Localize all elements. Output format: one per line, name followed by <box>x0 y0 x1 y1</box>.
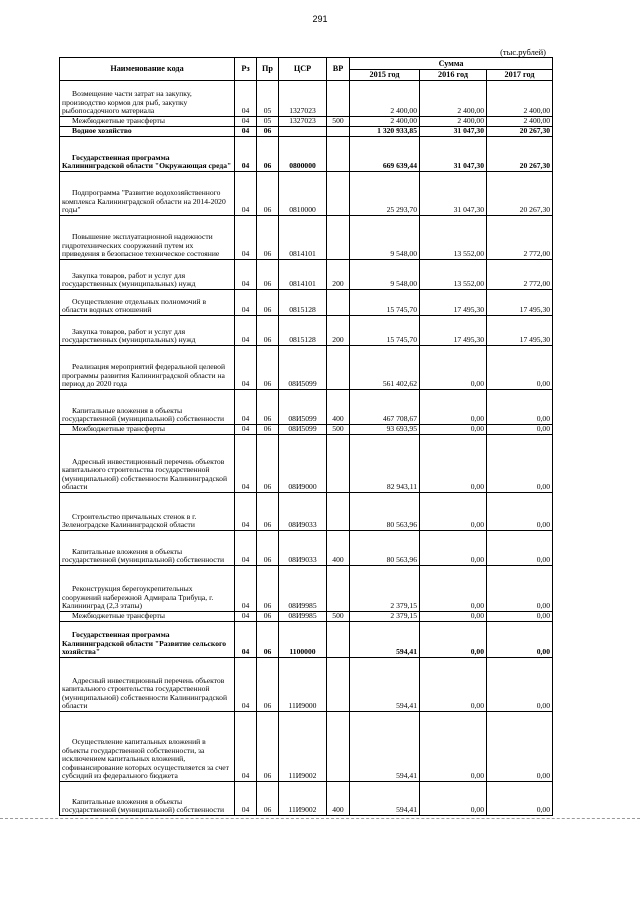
row-vr <box>327 137 350 172</box>
table-row <box>60 390 553 425</box>
row-2017-value: 0,00 <box>487 658 553 712</box>
row-name: Строительство причальных стенок в г. Зеленоградске Калининградской области <box>60 493 235 531</box>
row-2016-value: 13 552,00 <box>420 216 487 260</box>
row-2017-value: 20 267,30 <box>487 127 553 137</box>
table-row <box>60 316 553 346</box>
row-vr: 400 <box>327 531 350 566</box>
row-name: Осуществление капитальных вложений в объекты государственной собственности, за исключением капитальных вложений, софинансирование которых осуществляется за счет субсидий из федерального бюджета <box>60 712 235 782</box>
row-2015-value: 594,41 <box>350 782 420 816</box>
row-2015-value: 80 563,96 <box>350 493 420 531</box>
row-2016-value: 0,00 <box>420 612 487 622</box>
budget-table <box>59 57 553 816</box>
table-row <box>60 493 553 531</box>
row-csr <box>279 127 327 137</box>
table-row <box>60 117 553 127</box>
row-name: Государственная программа Калининградской области "Окружающая среда" <box>60 137 235 172</box>
row-pr: 06 <box>257 316 279 346</box>
header-2017: 2017 год <box>487 70 553 81</box>
row-2017-value: 0,00 <box>487 531 553 566</box>
header-sum: Сумма <box>350 58 553 70</box>
row-2016-value: 13 552,00 <box>420 260 487 290</box>
row-pr: 06 <box>257 658 279 712</box>
row-csr: 08И5099 <box>279 390 327 425</box>
row-vr <box>327 81 350 117</box>
row-pr: 06 <box>257 493 279 531</box>
row-2016-value: 0,00 <box>420 435 487 493</box>
row-vr <box>327 712 350 782</box>
row-vr <box>327 172 350 216</box>
row-pr: 06 <box>257 290 279 316</box>
row-pr: 06 <box>257 216 279 260</box>
row-2017-value: 2 772,00 <box>487 260 553 290</box>
row-2017-value: 20 267,30 <box>487 172 553 216</box>
row-vr: 400 <box>327 390 350 425</box>
row-csr: 1100000 <box>279 622 327 658</box>
row-name: Водное хозяйство <box>60 127 235 137</box>
row-2017-value: 2 772,00 <box>487 216 553 260</box>
header-name: Наименование кода <box>60 58 235 81</box>
row-rz: 04 <box>235 566 257 612</box>
row-pr: 06 <box>257 566 279 612</box>
row-rz: 04 <box>235 127 257 137</box>
row-2016-value: 0,00 <box>420 658 487 712</box>
row-vr <box>327 346 350 390</box>
table-row <box>60 137 553 172</box>
row-vr <box>327 493 350 531</box>
row-2016-value: 0,00 <box>420 425 487 435</box>
row-rz: 04 <box>235 390 257 425</box>
row-pr: 06 <box>257 260 279 290</box>
row-2016-value: 0,00 <box>420 566 487 612</box>
row-rz: 04 <box>235 622 257 658</box>
row-csr: 0815128 <box>279 316 327 346</box>
row-pr: 06 <box>257 346 279 390</box>
row-name: Закупка товаров, работ и услуг для государственных (муниципальных) нужд <box>60 316 235 346</box>
row-2015-value: 467 708,67 <box>350 390 420 425</box>
row-pr: 06 <box>257 137 279 172</box>
row-2015-value: 2 400,00 <box>350 117 420 127</box>
row-csr: 08И9985 <box>279 612 327 622</box>
table-row <box>60 566 553 612</box>
row-csr: 08И9000 <box>279 435 327 493</box>
row-vr <box>327 216 350 260</box>
row-rz: 04 <box>235 425 257 435</box>
row-2016-value: 17 495,30 <box>420 316 487 346</box>
table-row <box>60 425 553 435</box>
row-2016-value: 0,00 <box>420 782 487 816</box>
row-2017-value: 17 495,30 <box>487 290 553 316</box>
row-2017-value: 20 267,30 <box>487 137 553 172</box>
row-rz: 04 <box>235 782 257 816</box>
row-rz: 04 <box>235 260 257 290</box>
row-rz: 04 <box>235 81 257 117</box>
row-2016-value: 31 047,30 <box>420 127 487 137</box>
row-name: Капитальные вложения в объекты государственной (муниципальной) собственности <box>60 782 235 816</box>
row-2015-value: 1 320 933,85 <box>350 127 420 137</box>
table-row <box>60 658 553 712</box>
row-vr: 200 <box>327 260 350 290</box>
row-rz: 04 <box>235 137 257 172</box>
row-2015-value: 82 943,11 <box>350 435 420 493</box>
row-2015-value: 2 400,00 <box>350 81 420 117</box>
row-pr: 06 <box>257 782 279 816</box>
row-rz: 04 <box>235 316 257 346</box>
table-row <box>60 435 553 493</box>
row-name: Государственная программа Калининградской области "Развитие сельского хозяйства" <box>60 622 235 658</box>
row-csr: 0814101 <box>279 216 327 260</box>
row-pr: 06 <box>257 531 279 566</box>
page-number: 291 <box>312 14 328 24</box>
header-2015: 2015 год <box>350 70 420 81</box>
row-csr: 11И9002 <box>279 782 327 816</box>
table-row <box>60 622 553 658</box>
row-rz: 04 <box>235 290 257 316</box>
row-2016-value: 2 400,00 <box>420 117 487 127</box>
row-name: Адресный инвестиционный перечень объектов капитального строительства государственной (муниципальной) собственности Калининградской области <box>60 435 235 493</box>
row-rz: 04 <box>235 493 257 531</box>
row-vr <box>327 658 350 712</box>
row-name: Закупка товаров, работ и услуг для государственных (муниципальных) нужд <box>60 260 235 290</box>
table-row <box>60 712 553 782</box>
row-vr: 500 <box>327 117 350 127</box>
row-2017-value: 2 400,00 <box>487 117 553 127</box>
row-2016-value: 31 047,30 <box>420 172 487 216</box>
page-edge-dashed-line <box>0 818 640 819</box>
row-2016-value: 0,00 <box>420 712 487 782</box>
row-2015-value: 9 548,00 <box>350 260 420 290</box>
header-vr: ВР <box>327 58 350 81</box>
table-row <box>60 172 553 216</box>
row-rz: 04 <box>235 346 257 390</box>
row-2017-value: 2 400,00 <box>487 81 553 117</box>
row-name: Реконструкция берегоукрепительных сооружений набережной Адмирала Трибуца, г. Калининград (2,3 этапы) <box>60 566 235 612</box>
row-2017-value: 0,00 <box>487 425 553 435</box>
row-2015-value: 594,41 <box>350 622 420 658</box>
row-2015-value: 25 293,70 <box>350 172 420 216</box>
row-vr: 500 <box>327 425 350 435</box>
row-csr: 1327023 <box>279 81 327 117</box>
row-2017-value: 0,00 <box>487 390 553 425</box>
table-row <box>60 216 553 260</box>
row-2016-value: 2 400,00 <box>420 81 487 117</box>
row-2016-value: 0,00 <box>420 346 487 390</box>
row-pr: 06 <box>257 622 279 658</box>
row-name: Подпрограмма "Развитие водохозяйственного комплекса Калининградской области на 2014-2020 годы" <box>60 172 235 216</box>
row-csr: 08И9033 <box>279 493 327 531</box>
row-2016-value: 0,00 <box>420 390 487 425</box>
row-vr <box>327 566 350 612</box>
row-2017-value: 0,00 <box>487 493 553 531</box>
units-label: (тыс.рублей) <box>500 47 546 57</box>
header-pr: Пр <box>257 58 279 81</box>
table-row <box>60 290 553 316</box>
row-name: Осуществление отдельных полномочий в области водных отношений <box>60 290 235 316</box>
table-body <box>60 81 553 816</box>
row-2015-value: 594,41 <box>350 712 420 782</box>
row-2017-value: 0,00 <box>487 782 553 816</box>
row-csr: 08И9985 <box>279 566 327 612</box>
row-rz: 04 <box>235 712 257 782</box>
row-pr: 06 <box>257 612 279 622</box>
row-csr: 08И5099 <box>279 346 327 390</box>
row-2015-value: 2 379,15 <box>350 566 420 612</box>
row-name: Возмещение части затрат на закупку, производство кормов для рыб, закупку рыбопосадочного материала <box>60 81 235 117</box>
row-rz: 04 <box>235 117 257 127</box>
row-pr: 05 <box>257 81 279 117</box>
row-pr: 06 <box>257 127 279 137</box>
row-2017-value: 0,00 <box>487 346 553 390</box>
row-csr: 08И9033 <box>279 531 327 566</box>
row-2016-value: 0,00 <box>420 493 487 531</box>
row-rz: 04 <box>235 172 257 216</box>
row-rz: 04 <box>235 658 257 712</box>
row-pr: 05 <box>257 117 279 127</box>
row-pr: 06 <box>257 172 279 216</box>
row-csr: 0814101 <box>279 260 327 290</box>
row-name: Реализация мероприятий федеральной целевой программы развития Калининградской области на период до 2020 года <box>60 346 235 390</box>
row-2015-value: 15 745,70 <box>350 290 420 316</box>
row-name: Межбюджетные трансферты <box>60 612 235 622</box>
row-vr: 200 <box>327 316 350 346</box>
row-rz: 04 <box>235 435 257 493</box>
row-2017-value: 17 495,30 <box>487 316 553 346</box>
table-row <box>60 346 553 390</box>
row-2015-value: 669 639,44 <box>350 137 420 172</box>
row-name: Адресный инвестиционный перечень объектов капитального строительства государственной (муниципальной) собственности Калининградской области <box>60 658 235 712</box>
table-row <box>60 81 553 117</box>
row-2015-value: 15 745,70 <box>350 316 420 346</box>
row-2016-value: 17 495,30 <box>420 290 487 316</box>
row-name: Капитальные вложения в объекты государственной (муниципальной) собственности <box>60 390 235 425</box>
row-2016-value: 0,00 <box>420 622 487 658</box>
row-vr <box>327 290 350 316</box>
row-csr: 11И9000 <box>279 658 327 712</box>
row-name: Капитальные вложения в объекты государственной (муниципальной) собственности <box>60 531 235 566</box>
row-2017-value: 0,00 <box>487 622 553 658</box>
row-vr <box>327 622 350 658</box>
row-vr: 500 <box>327 612 350 622</box>
header-csr: ЦСР <box>279 58 327 81</box>
row-rz: 04 <box>235 531 257 566</box>
row-2017-value: 0,00 <box>487 612 553 622</box>
table-row <box>60 531 553 566</box>
row-csr: 0810000 <box>279 172 327 216</box>
row-2015-value: 9 548,00 <box>350 216 420 260</box>
row-2017-value: 0,00 <box>487 712 553 782</box>
row-2015-value: 80 563,96 <box>350 531 420 566</box>
table-row <box>60 612 553 622</box>
row-csr: 08И5099 <box>279 425 327 435</box>
row-pr: 06 <box>257 435 279 493</box>
row-name: Межбюджетные трансферты <box>60 117 235 127</box>
row-vr <box>327 127 350 137</box>
row-2017-value: 0,00 <box>487 566 553 612</box>
header-2016: 2016 год <box>420 70 487 81</box>
row-vr: 400 <box>327 782 350 816</box>
row-2016-value: 0,00 <box>420 531 487 566</box>
row-2015-value: 2 379,15 <box>350 612 420 622</box>
row-2017-value: 0,00 <box>487 435 553 493</box>
row-pr: 06 <box>257 425 279 435</box>
table-row <box>60 782 553 816</box>
row-csr: 1327023 <box>279 117 327 127</box>
row-name: Повышение эксплуатационной надежности гидротехнических сооружений путем их приведения в безопасное техническое состояние <box>60 216 235 260</box>
row-pr: 06 <box>257 712 279 782</box>
row-rz: 04 <box>235 612 257 622</box>
row-csr: 0800000 <box>279 137 327 172</box>
row-2016-value: 31 047,30 <box>420 137 487 172</box>
row-pr: 06 <box>257 390 279 425</box>
row-2015-value: 561 402,62 <box>350 346 420 390</box>
row-rz: 04 <box>235 216 257 260</box>
row-2015-value: 93 693,95 <box>350 425 420 435</box>
row-csr: 0815128 <box>279 290 327 316</box>
table-row <box>60 260 553 290</box>
row-vr <box>327 435 350 493</box>
row-name: Межбюджетные трансферты <box>60 425 235 435</box>
row-2015-value: 594,41 <box>350 658 420 712</box>
header-rz: Рз <box>235 58 257 81</box>
row-csr: 11И9002 <box>279 712 327 782</box>
table-row <box>60 127 553 137</box>
